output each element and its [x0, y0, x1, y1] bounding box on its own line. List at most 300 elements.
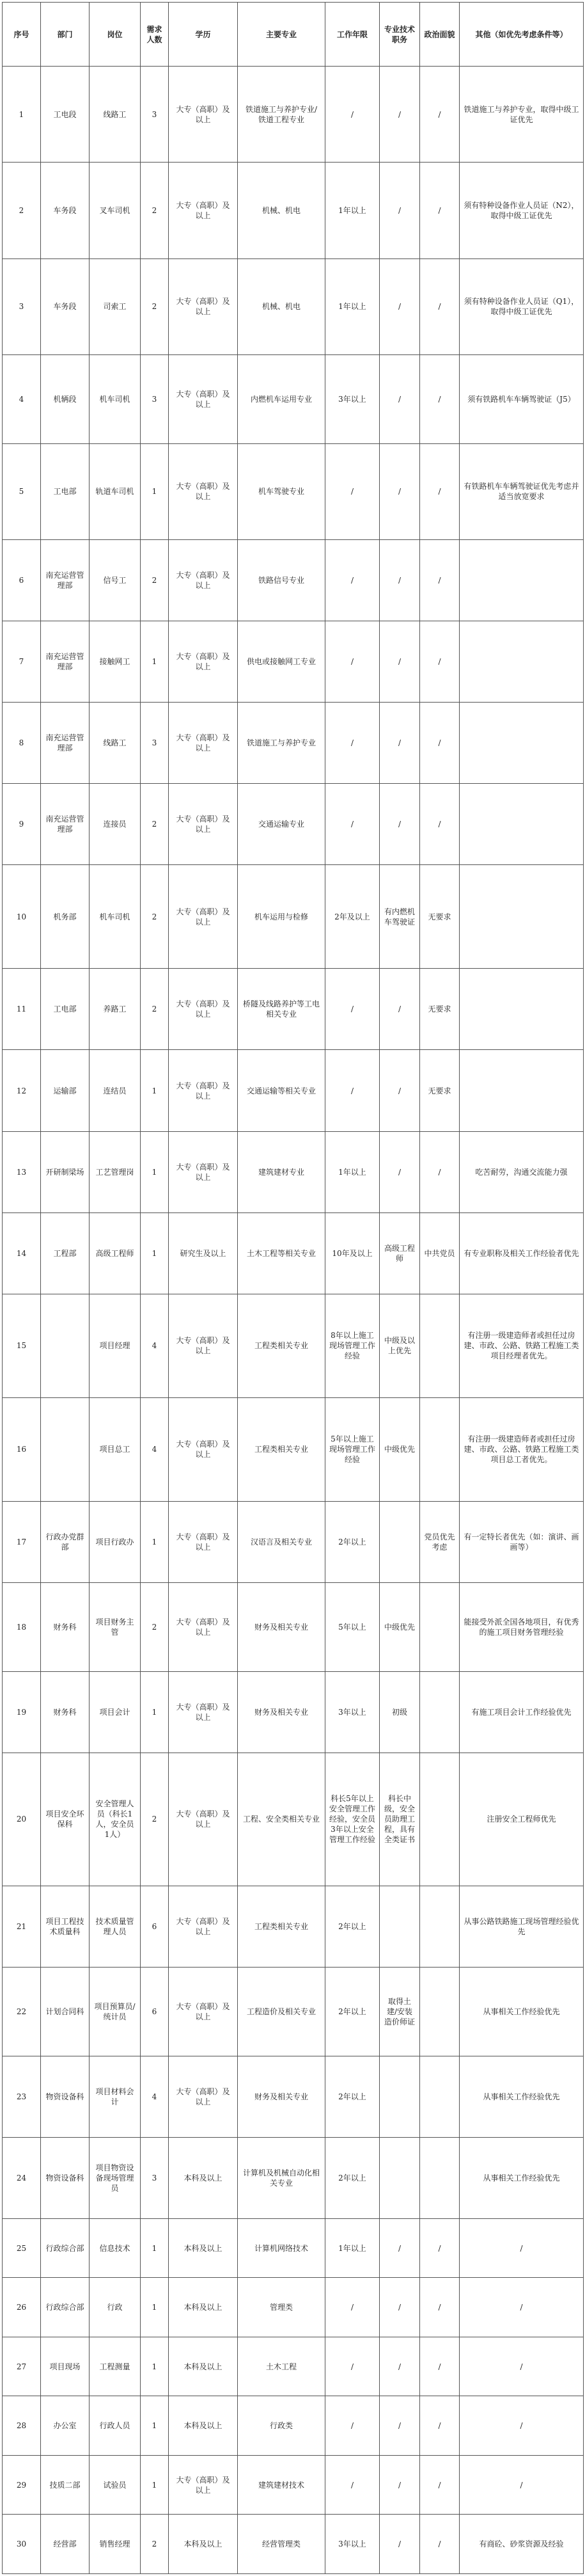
- cell-index: 2: [3, 163, 41, 258]
- cell-title: /: [380, 2515, 420, 2574]
- cell-experience: /: [325, 784, 380, 865]
- cell-title: [380, 1886, 420, 1967]
- cell-index: 5: [3, 443, 41, 539]
- cell-political: [420, 1582, 460, 1671]
- cell-education: 大专（高职）及以上: [169, 865, 238, 969]
- cell-title: 初级: [380, 1671, 420, 1753]
- cell-department: 办公室: [41, 2396, 90, 2455]
- cell-major: 汉语言及相关专业: [238, 1501, 325, 1582]
- cell-position: 轨道车司机: [90, 443, 141, 539]
- cell-major: 财务及相关专业: [238, 1671, 325, 1753]
- cell-department: 工程部: [41, 1212, 90, 1294]
- cell-headcount: 6: [141, 1886, 169, 1967]
- cell-department: 财务科: [41, 1582, 90, 1671]
- cell-major: 供电或接触网工专业: [238, 621, 325, 703]
- cell-title: /: [380, 2337, 420, 2396]
- cell-department: 财务科: [41, 1671, 90, 1753]
- cell-major: 铁路信号专业: [238, 539, 325, 621]
- cell-position: 项目总工: [90, 1397, 141, 1501]
- table-header-row: [3, 3, 584, 67]
- cell-index: 11: [3, 969, 41, 1050]
- table-row: [3, 2137, 584, 2218]
- cell-education: 本科及以上: [169, 2137, 238, 2218]
- header-index: 序号: [3, 3, 41, 67]
- cell-position: 安全管理人员（科长1人，安全员1人）: [90, 1753, 141, 1886]
- table-row: [3, 2396, 584, 2455]
- cell-title: /: [380, 2278, 420, 2337]
- cell-department: 南充运营管理部: [41, 539, 90, 621]
- cell-experience: /: [325, 703, 380, 784]
- table-row: [3, 784, 584, 865]
- cell-department: 开研制梁场: [41, 1131, 90, 1212]
- cell-position: 项目预算员/统计员: [90, 1967, 141, 2056]
- cell-index: 27: [3, 2337, 41, 2396]
- cell-department: 行政综合部: [41, 2278, 90, 2337]
- cell-index: 25: [3, 2218, 41, 2277]
- cell-education: 大专（高职）及以上: [169, 1582, 238, 1671]
- cell-title: 高级工程师: [380, 1212, 420, 1294]
- cell-headcount: 3: [141, 703, 169, 784]
- cell-title: /: [380, 258, 420, 354]
- cell-major: 经营管理类: [238, 2515, 325, 2574]
- cell-position: 项目会计: [90, 1671, 141, 1753]
- cell-index: 8: [3, 703, 41, 784]
- cell-headcount: 4: [141, 1294, 169, 1397]
- cell-headcount: 2: [141, 865, 169, 969]
- table-row: [3, 1131, 584, 1212]
- cell-education: 大专（高职）及以上: [169, 621, 238, 703]
- cell-headcount: 1: [141, 2337, 169, 2396]
- table-row: [3, 1397, 584, 1501]
- cell-education: 大专（高职）及以上: [169, 2056, 238, 2137]
- cell-experience: /: [325, 2396, 380, 2455]
- cell-index: 26: [3, 2278, 41, 2337]
- cell-other: [460, 1050, 584, 1131]
- cell-position: 信息技术: [90, 2218, 141, 2277]
- header-other: 其他（如优先考虑条件等）: [460, 3, 584, 67]
- cell-political: [420, 1753, 460, 1886]
- cell-index: 28: [3, 2396, 41, 2455]
- cell-title: 中级及以上优先: [380, 1294, 420, 1397]
- cell-political: /: [420, 354, 460, 443]
- cell-other: [460, 703, 584, 784]
- cell-department: 物资设备科: [41, 2056, 90, 2137]
- cell-other: 能接受外派全国各地项目，有优秀的施工项目财务管理经验: [460, 1582, 584, 1671]
- cell-other: 须有铁路机车车辆驾驶证（J5）: [460, 354, 584, 443]
- cell-major: 工程类相关专业: [238, 1397, 325, 1501]
- cell-title: 中级优先: [380, 1397, 420, 1501]
- cell-experience: 5年以上施工现场管理工作经验: [325, 1397, 380, 1501]
- cell-other: 有施工项目会计工作经验优先: [460, 1671, 584, 1753]
- cell-headcount: 1: [141, 2455, 169, 2514]
- cell-index: 1: [3, 67, 41, 163]
- cell-headcount: 4: [141, 1397, 169, 1501]
- cell-position: 连结员: [90, 1050, 141, 1131]
- cell-position: 线路工: [90, 67, 141, 163]
- cell-position: 行政人员: [90, 2396, 141, 2455]
- cell-political: /: [420, 2337, 460, 2396]
- cell-position: 行政: [90, 2278, 141, 2337]
- table-row: [3, 1501, 584, 1582]
- cell-major: 建筑建材专业: [238, 1131, 325, 1212]
- cell-position: 工艺管理岗: [90, 1131, 141, 1212]
- cell-other: 从事相关工作经验优先: [460, 2137, 584, 2218]
- cell-index: 30: [3, 2515, 41, 2574]
- cell-title: /: [380, 2218, 420, 2277]
- cell-headcount: 2: [141, 969, 169, 1050]
- header-political: 政治面貌: [420, 3, 460, 67]
- cell-position: 线路工: [90, 703, 141, 784]
- cell-education: 大专（高职）及以上: [169, 2455, 238, 2514]
- cell-major: 桥隧及线路养护等工电相关专业: [238, 969, 325, 1050]
- cell-political: [420, 2056, 460, 2137]
- cell-title: /: [380, 969, 420, 1050]
- cell-index: 16: [3, 1397, 41, 1501]
- table-row: [3, 2515, 584, 2574]
- cell-headcount: 1: [141, 443, 169, 539]
- cell-major: 财务及相关专业: [238, 2056, 325, 2137]
- cell-political: /: [420, 2218, 460, 2277]
- cell-major: 工程类相关专业: [238, 1294, 325, 1397]
- cell-headcount: 1: [141, 1131, 169, 1212]
- cell-major: 计算机及机械自动化相关专业: [238, 2137, 325, 2218]
- cell-department: 行政办党群部: [41, 1501, 90, 1582]
- cell-title: /: [380, 443, 420, 539]
- cell-other: 须有特种设备作业人员证（N2），取得中级工证优先: [460, 163, 584, 258]
- cell-experience: 10年及以上: [325, 1212, 380, 1294]
- cell-index: 6: [3, 539, 41, 621]
- table-row: [3, 1050, 584, 1131]
- cell-other: /: [460, 2218, 584, 2277]
- cell-position: 机车司机: [90, 865, 141, 969]
- header-department: 部门: [41, 3, 90, 67]
- table-row: [3, 1294, 584, 1397]
- cell-position: 机车司机: [90, 354, 141, 443]
- cell-position: 技术质量管理人员: [90, 1886, 141, 1967]
- cell-other: [460, 784, 584, 865]
- cell-political: [420, 2137, 460, 2218]
- cell-department: 工电段: [41, 67, 90, 163]
- cell-index: 13: [3, 1131, 41, 1212]
- cell-major: 内燃机车运用专业: [238, 354, 325, 443]
- cell-experience: 科长5年以上安全管理工作经验，安全员3年以上安全管理工作经验: [325, 1753, 380, 1886]
- cell-education: 本科及以上: [169, 2337, 238, 2396]
- cell-political: /: [420, 784, 460, 865]
- cell-major: 行政类: [238, 2396, 325, 2455]
- cell-major: 机车运用与检修: [238, 865, 325, 969]
- cell-political: [420, 1886, 460, 1967]
- cell-other: 有注册一级建造师者或担任过房建、市政、公路、铁路工程施工类项目总工者优先。: [460, 1397, 584, 1501]
- cell-index: 19: [3, 1671, 41, 1753]
- table-row: [3, 2455, 584, 2514]
- cell-political: [420, 1671, 460, 1753]
- cell-political: 无要求: [420, 1050, 460, 1131]
- cell-major: 工程、安全类相关专业: [238, 1753, 325, 1886]
- cell-title: 取得土建/安装造价师证: [380, 1967, 420, 2056]
- cell-education: 大专（高职）及以上: [169, 1967, 238, 2056]
- cell-major: 建筑建材技术: [238, 2455, 325, 2514]
- cell-other: /: [460, 2337, 584, 2396]
- cell-experience: /: [325, 2278, 380, 2337]
- cell-education: 本科及以上: [169, 2278, 238, 2337]
- cell-other: /: [460, 2455, 584, 2514]
- cell-other: 有专业职称及相关工作经验者优先: [460, 1212, 584, 1294]
- cell-education: 本科及以上: [169, 2218, 238, 2277]
- cell-department: [41, 1294, 90, 1397]
- cell-experience: 2年以上: [325, 1967, 380, 2056]
- cell-education: 大专（高职）及以上: [169, 443, 238, 539]
- cell-headcount: 2: [141, 1753, 169, 1886]
- cell-index: 23: [3, 2056, 41, 2137]
- cell-headcount: 1: [141, 1212, 169, 1294]
- cell-department: 技质二部: [41, 2455, 90, 2514]
- cell-title: /: [380, 1131, 420, 1212]
- cell-index: 3: [3, 258, 41, 354]
- header-education: 学历: [169, 3, 238, 67]
- cell-position: 接触网工: [90, 621, 141, 703]
- cell-title: [380, 2137, 420, 2218]
- cell-major: 管理类: [238, 2278, 325, 2337]
- cell-other: 吃苦耐劳，沟通交流能力强: [460, 1131, 584, 1212]
- cell-position: 试验员: [90, 2455, 141, 2514]
- cell-index: 22: [3, 1967, 41, 2056]
- cell-other: 有一定特长者优先（如：演讲、画画等）: [460, 1501, 584, 1582]
- cell-experience: /: [325, 621, 380, 703]
- cell-experience: 5年以上: [325, 1582, 380, 1671]
- table-row: [3, 1671, 584, 1753]
- cell-title: /: [380, 2455, 420, 2514]
- cell-major: 财务及相关专业: [238, 1582, 325, 1671]
- table-row: [3, 2337, 584, 2396]
- cell-other: 须有特种设备作业人员证（Q1），取得中级工证优先: [460, 258, 584, 354]
- header-title: 专业技术职务: [380, 3, 420, 67]
- cell-department: 机辆段: [41, 354, 90, 443]
- cell-education: 大专（高职）及以上: [169, 784, 238, 865]
- cell-experience: 2年及以上: [325, 865, 380, 969]
- cell-headcount: 4: [141, 2056, 169, 2137]
- cell-index: 17: [3, 1501, 41, 1582]
- cell-political: 无要求: [420, 865, 460, 969]
- cell-political: /: [420, 258, 460, 354]
- cell-experience: /: [325, 67, 380, 163]
- cell-other: 有注册一级建造师者或担任过房建、市政、公路、铁路工程施工类项目经理者优先。: [460, 1294, 584, 1397]
- table-row: [3, 443, 584, 539]
- cell-department: 工电部: [41, 443, 90, 539]
- cell-experience: 1年以上: [325, 2218, 380, 2277]
- table-row: [3, 865, 584, 969]
- cell-experience: /: [325, 539, 380, 621]
- cell-position: 司索工: [90, 258, 141, 354]
- cell-political: /: [420, 67, 460, 163]
- cell-education: 大专（高职）及以上: [169, 1886, 238, 1967]
- cell-department: 行政综合部: [41, 2218, 90, 2277]
- cell-political: 党员优先考虑: [420, 1501, 460, 1582]
- cell-title: /: [380, 1050, 420, 1131]
- cell-department: [41, 1397, 90, 1501]
- cell-experience: 3年以上: [325, 1671, 380, 1753]
- cell-department: 车务段: [41, 163, 90, 258]
- cell-other: [460, 865, 584, 969]
- table-row: [3, 703, 584, 784]
- cell-experience: 1年以上: [325, 258, 380, 354]
- cell-department: 机务部: [41, 865, 90, 969]
- cell-headcount: 1: [141, 2218, 169, 2277]
- cell-index: 7: [3, 621, 41, 703]
- cell-education: 大专（高职）及以上: [169, 1131, 238, 1212]
- cell-education: 本科及以上: [169, 2515, 238, 2574]
- cell-index: 15: [3, 1294, 41, 1397]
- cell-index: 10: [3, 865, 41, 969]
- cell-title: /: [380, 539, 420, 621]
- cell-department: 经营部: [41, 2515, 90, 2574]
- cell-headcount: 3: [141, 2137, 169, 2218]
- cell-position: 养路工: [90, 969, 141, 1050]
- cell-other: 注册安全工程师优先: [460, 1753, 584, 1886]
- cell-index: 29: [3, 2455, 41, 2514]
- cell-major: 土木工程等相关专业: [238, 1212, 325, 1294]
- cell-education: 大专（高职）及以上: [169, 1501, 238, 1582]
- cell-headcount: 2: [141, 258, 169, 354]
- cell-index: 21: [3, 1886, 41, 1967]
- cell-position: 项目行政办: [90, 1501, 141, 1582]
- cell-major: 土木工程: [238, 2337, 325, 2396]
- cell-other: 从事相关工作经验优先: [460, 1967, 584, 2056]
- cell-education: 大专（高职）及以上: [169, 1753, 238, 1886]
- cell-political: /: [420, 621, 460, 703]
- cell-index: 4: [3, 354, 41, 443]
- cell-other: /: [460, 2396, 584, 2455]
- table-row: [3, 621, 584, 703]
- cell-education: 本科及以上: [169, 2396, 238, 2455]
- table-row: [3, 2056, 584, 2137]
- cell-major: 工程造价及相关专业: [238, 1967, 325, 2056]
- cell-major: 铁道施工与养护专业: [238, 703, 325, 784]
- cell-index: 9: [3, 784, 41, 865]
- cell-education: 大专（高职）及以上: [169, 258, 238, 354]
- cell-department: 车务段: [41, 258, 90, 354]
- table-row: [3, 2218, 584, 2277]
- cell-major: 交通运输专业: [238, 784, 325, 865]
- cell-experience: /: [325, 2337, 380, 2396]
- cell-title: [380, 1501, 420, 1582]
- table-row: [3, 163, 584, 258]
- cell-title: /: [380, 67, 420, 163]
- cell-major: 计算机网络技术: [238, 2218, 325, 2277]
- cell-other: 有铁路机车车辆驾驶证优先考虑并适当放宽要求: [460, 443, 584, 539]
- cell-education: 大专（高职）及以上: [169, 703, 238, 784]
- header-major: 主要专业: [238, 3, 325, 67]
- table-row: [3, 354, 584, 443]
- cell-experience: /: [325, 1050, 380, 1131]
- header-experience: 工作年限: [325, 3, 380, 67]
- cell-headcount: 2: [141, 784, 169, 865]
- cell-major: 机械、机电: [238, 258, 325, 354]
- recruitment-table: [2, 2, 584, 2574]
- cell-title: 中级优先: [380, 1582, 420, 1671]
- cell-political: [420, 1967, 460, 2056]
- cell-index: 20: [3, 1753, 41, 1886]
- header-headcount: 需求人数: [141, 3, 169, 67]
- cell-position: 项目材料会计: [90, 2056, 141, 2137]
- cell-major: 机车驾驶专业: [238, 443, 325, 539]
- cell-title: [380, 2056, 420, 2137]
- cell-department: 南充运营管理部: [41, 703, 90, 784]
- cell-position: 高级工程师: [90, 1212, 141, 1294]
- cell-index: 18: [3, 1582, 41, 1671]
- cell-other: [460, 621, 584, 703]
- cell-other: [460, 539, 584, 621]
- cell-headcount: 2: [141, 2515, 169, 2574]
- cell-experience: 2年以上: [325, 1886, 380, 1967]
- cell-education: 大专（高职）及以上: [169, 1671, 238, 1753]
- cell-headcount: 2: [141, 163, 169, 258]
- cell-major: 铁道施工与养护专业/铁道工程专业: [238, 67, 325, 163]
- cell-experience: 3年以上: [325, 354, 380, 443]
- cell-education: 大专（高职）及以上: [169, 67, 238, 163]
- cell-education: 大专（高职）及以上: [169, 539, 238, 621]
- cell-experience: 8年以上施工现场管理工作经验: [325, 1294, 380, 1397]
- cell-headcount: 1: [141, 1501, 169, 1582]
- table-row: [3, 1212, 584, 1294]
- cell-department: 南充运营管理部: [41, 621, 90, 703]
- cell-other: 有商砼、砂浆资源及经验: [460, 2515, 584, 2574]
- cell-education: 大专（高职）及以上: [169, 354, 238, 443]
- cell-position: 连接员: [90, 784, 141, 865]
- cell-other: 从事公路铁路施工现场管理经验优先: [460, 1886, 584, 1967]
- cell-experience: 3年以上: [325, 2515, 380, 2574]
- cell-political: /: [420, 1131, 460, 1212]
- cell-position: 销售经理: [90, 2515, 141, 2574]
- cell-position: 工程测量: [90, 2337, 141, 2396]
- cell-political: [420, 1294, 460, 1397]
- table-row: [3, 1886, 584, 1967]
- cell-department: 运输部: [41, 1050, 90, 1131]
- cell-experience: /: [325, 969, 380, 1050]
- cell-headcount: 1: [141, 2278, 169, 2337]
- header-position: 岗位: [90, 3, 141, 67]
- cell-department: 工电部: [41, 969, 90, 1050]
- cell-experience: /: [325, 2455, 380, 2514]
- cell-department: 南充运营管理部: [41, 784, 90, 865]
- cell-department: 计划合同科: [41, 1967, 90, 2056]
- cell-title: /: [380, 621, 420, 703]
- cell-education: 大专（高职）及以上: [169, 1294, 238, 1397]
- table-row: [3, 539, 584, 621]
- cell-position: 项目经理: [90, 1294, 141, 1397]
- cell-title: /: [380, 163, 420, 258]
- cell-headcount: 2: [141, 1582, 169, 1671]
- cell-position: 项目物资设备现场管理员: [90, 2137, 141, 2218]
- cell-department: 项目现场: [41, 2337, 90, 2396]
- cell-political: /: [420, 539, 460, 621]
- cell-index: 24: [3, 2137, 41, 2218]
- cell-other: /: [460, 2278, 584, 2337]
- cell-headcount: 3: [141, 67, 169, 163]
- cell-other: 铁道施工与养护专业，取得中级工证优先: [460, 67, 584, 163]
- table-row: [3, 1967, 584, 2056]
- cell-title: /: [380, 703, 420, 784]
- cell-index: 14: [3, 1212, 41, 1294]
- table-row: [3, 969, 584, 1050]
- cell-political: /: [420, 443, 460, 539]
- cell-education: 大专（高职）及以上: [169, 1050, 238, 1131]
- cell-education: 大专（高职）及以上: [169, 163, 238, 258]
- cell-major: 工程类相关专业: [238, 1886, 325, 1967]
- cell-title: /: [380, 354, 420, 443]
- cell-index: 12: [3, 1050, 41, 1131]
- cell-department: 物资设备科: [41, 2137, 90, 2218]
- recruitment-table-container: [2, 2, 583, 2574]
